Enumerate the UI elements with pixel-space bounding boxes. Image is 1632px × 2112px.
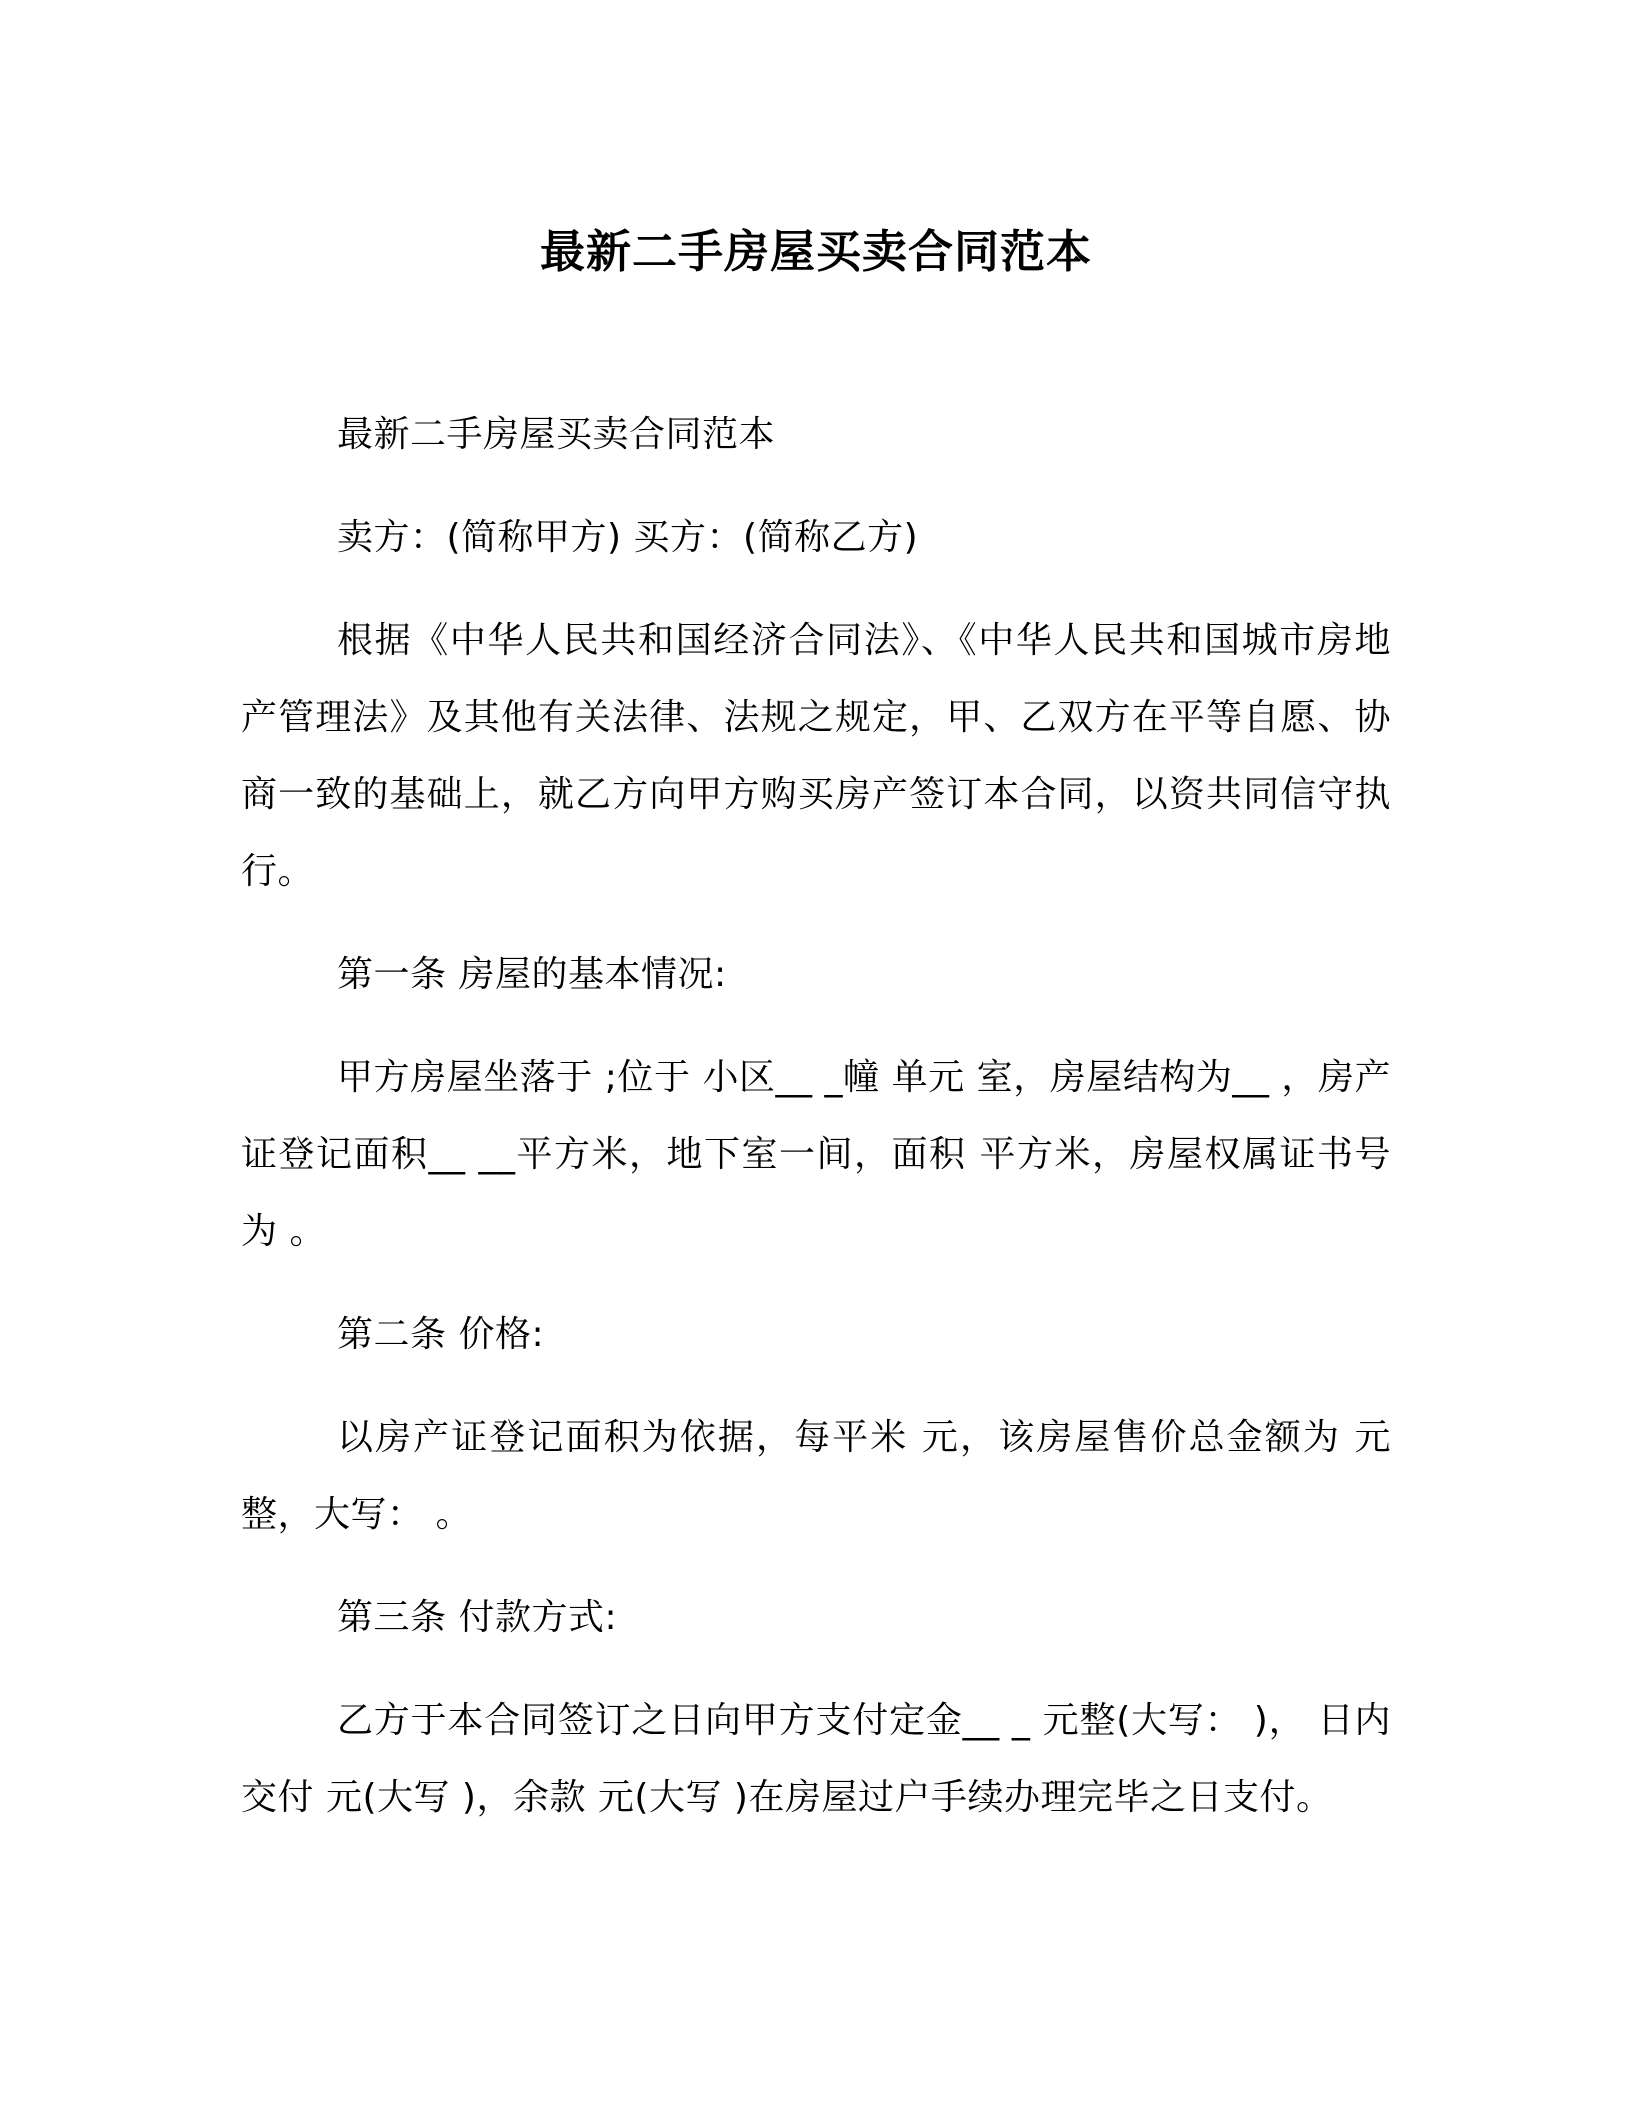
article-3-heading: 第三条 付款方式: <box>337 1597 618 1638</box>
subtitle-paragraph: 最新二手房屋买卖合同范本 <box>337 414 776 455</box>
document-body <box>241 396 1391 1862</box>
article-1-heading: 第一条 房屋的基本情况: <box>337 954 727 995</box>
preamble-paragraph: 根据《中华人民共和国经济合同法》、《中华人民共和国城市房地产管理法》及其他有关法律、法规之规定，甲、乙双方在平等自愿、协商一致的基础上，就乙方向甲方购买房产签订本合同，以资共同信守执行。 <box>241 620 1391 892</box>
article-3-paragraph: 乙方于本合同签订之日向甲方支付定金__ _ 元整(大写： )， 日内交付 元(大写 )，余款 元(大写 )在房屋过户手续办理完毕之日支付。 <box>241 1700 1391 1818</box>
article-2-heading: 第二条 价格: <box>337 1314 545 1355</box>
article-2-paragraph: 以房产证登记面积为依据，每平米 元，该房屋售价总金额为 元整，大写： 。 <box>241 1417 1391 1535</box>
parties-paragraph: 卖方：(简称甲方) 买方：(简称乙方) <box>337 517 919 558</box>
article-1-paragraph: 甲方房屋坐落于 ;位于 小区__ _幢 单元 室，房屋结构为__ ，房产证登记面积__ __平方米，地下室一间，面积 平方米，房屋权属证书号为 。 <box>241 1057 1391 1252</box>
document-title: 最新二手房屋买卖合同范本 <box>539 225 1092 278</box>
